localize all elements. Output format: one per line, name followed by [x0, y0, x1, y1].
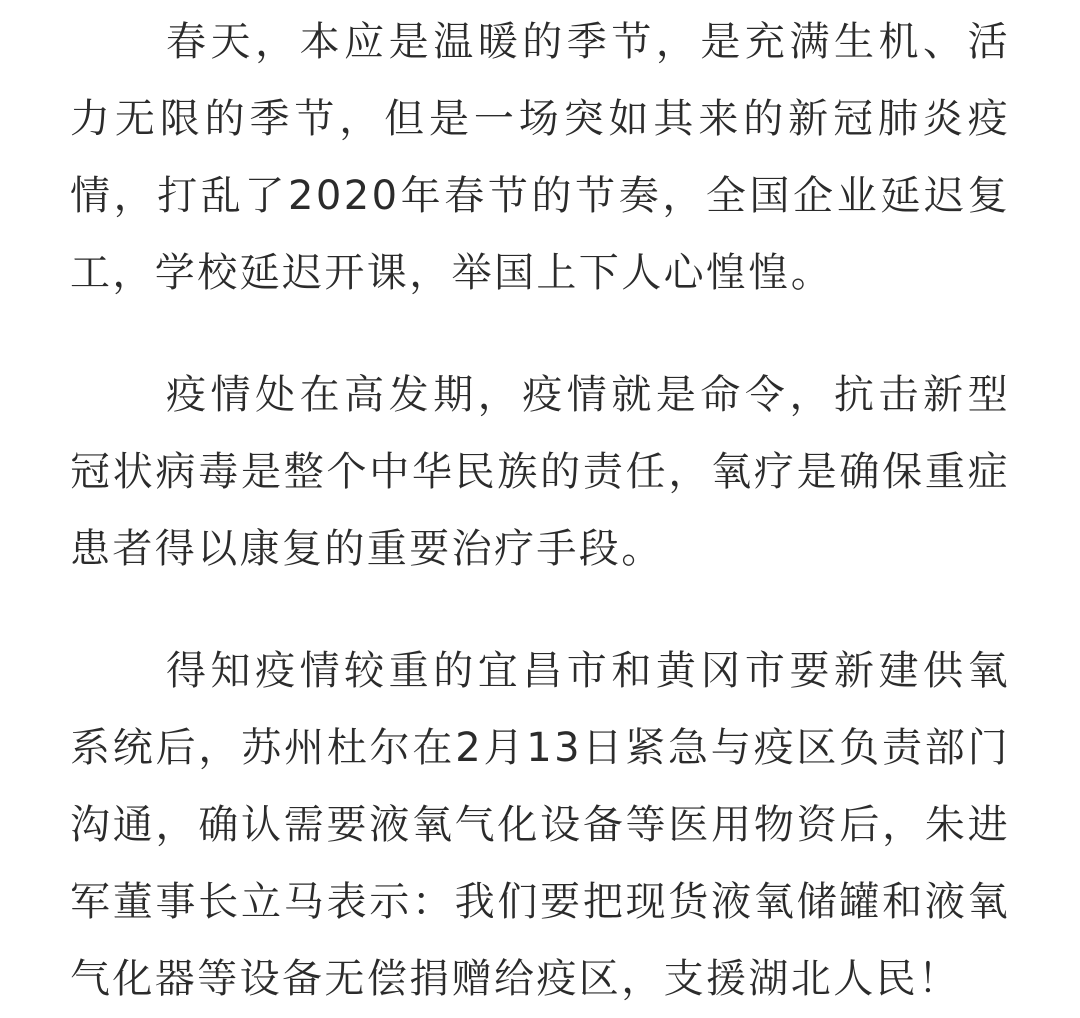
article-paragraph: 疫情处在高发期，疫情就是命令，抗击新型冠状病毒是整个中华民族的责任，氧疗是确保重症患者得以康复的重要治疗手段。 — [70, 372, 1010, 572]
article-paragraph: 春天，本应是温暖的季节，是充满生机、活力无限的季节，但是一场突如其来的新冠肺炎疫情，打乱了2020年春节的节奏，全国企业延迟复工，学校延迟开课，举国上下人心惶惶。 — [70, 19, 1010, 296]
article-body — [70, 4, 1010, 1018]
article-paragraph: 得知疫情较重的宜昌市和黄冈市要新建供氧系统后，苏州杜尔在2月13日紧急与疫区负责部门沟通，确认需要液氧气化设备等医用物资后，朱进军董事长立马表示：我们要把现货液氧储罐和液氧气化器等设备无偿捐赠给疫区，支援湖北人民！ — [70, 648, 1010, 1002]
